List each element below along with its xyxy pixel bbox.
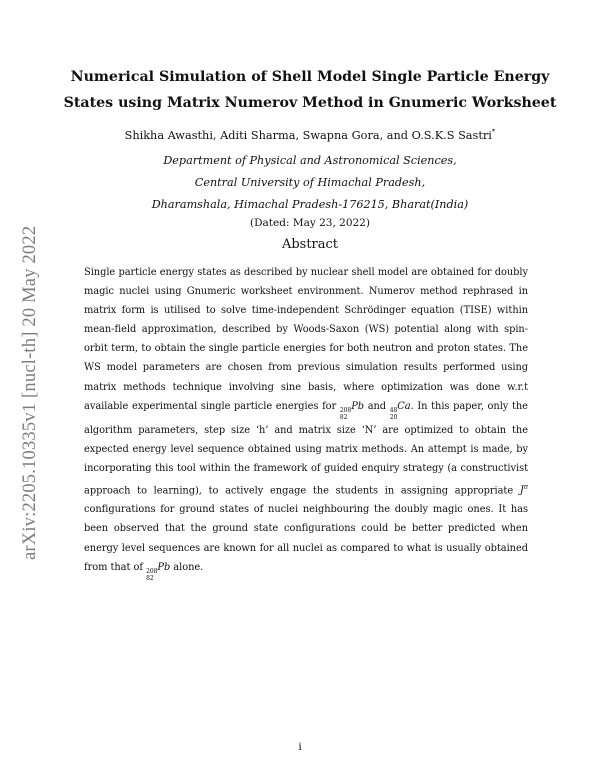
- affiliation: [60, 150, 560, 216]
- title-line-1: Numerical Simulation of Shell Model Single Particle Energy: [70, 69, 550, 85]
- page-number: i: [298, 741, 302, 753]
- affiliation-line-3: Dharamshala, Himachal Pradesh-176215, Bharat(India): [151, 198, 469, 211]
- pb-symbol: Pb: [351, 400, 365, 412]
- pb-mass-number-2: 208: [146, 567, 158, 575]
- abstract-part-4: alone.: [173, 561, 204, 573]
- nucleus-pb-208: [340, 397, 364, 421]
- j-pi-base: J: [519, 485, 524, 497]
- nucleus-ca-48: [390, 397, 411, 421]
- title-line-2: States using Matrix Numerov Method in Gnumeric Worksheet: [63, 95, 557, 111]
- nucleus-pb-208-second: [146, 558, 170, 582]
- j-pi-sup: π: [523, 482, 528, 491]
- date-line: (Dated: May 23, 2022): [250, 217, 370, 229]
- authors-text: Shikha Awasthi, Aditi Sharma, Swapna Gora, and O.S.K.S Sastri: [124, 128, 492, 142]
- ca-mass-number: 48: [389, 406, 398, 414]
- affiliation-line-1: Department of Physical and Astronomical Sciences,: [163, 154, 457, 167]
- abstract-part-2: . In this paper, only the algorithm parameters, step size ‘h’ and matrix size ‘N’ are optimized to obtain the expected energy level sequence obtained using matrix methods. An attempt is made, by incorporating this tool within the framework of guided enquiry strategy (a constructivist approach to learning), to actively engage the students in assigning appropriate: [84, 400, 528, 497]
- abstract-heading: Abstract: [281, 237, 339, 252]
- abstract-part-1: Single particle energy states as described by nuclear shell model are obtained for doubly magic nuclei using Gnumeric worksheet environment. Numerov method rephrased in matrix form is utilised to solve time-independent Schrödinger equation (TISE) within mean-field approximation, described by Woods-Saxon (WS) potential along with spin-orbit term, to obtain the single particle energies for both neutron and proton states. The WS model parameters are chosen from previous simulation results performed using matrix methods technique involving sine basis, where optimization was done w.r.t available experimental single particle energies for: [84, 267, 528, 412]
- ca-symbol: Ca: [397, 400, 411, 412]
- author-list: [60, 128, 560, 142]
- pb-mass-number: 208: [339, 406, 352, 414]
- pb-symbol-2: Pb: [157, 561, 171, 573]
- pb-atomic-number-2: 82: [146, 574, 154, 582]
- paper-title: [60, 64, 560, 116]
- pb-atomic-number: 82: [339, 413, 348, 421]
- arxiv-identifier: arXiv:2205.10335v1 [nucl-th] 20 May 2022: [20, 225, 40, 560]
- ca-atomic-number: 20: [389, 413, 398, 421]
- affiliation-line-2: Central University of Himachal Pradesh,: [194, 176, 426, 189]
- abstract-part-3: configurations for ground states of nuclei neighbouring the doubly magic ones. It has been observed that the ground state configurations could be better predicted when energy level sequences are known for all nuclei as compared to what is usually obtained from that of: [84, 504, 528, 573]
- abstract-body: [84, 263, 528, 582]
- corresponding-author-mark: *: [491, 128, 496, 136]
- j-pi-symbol: [519, 482, 528, 497]
- abstract-and: and: [367, 400, 387, 412]
